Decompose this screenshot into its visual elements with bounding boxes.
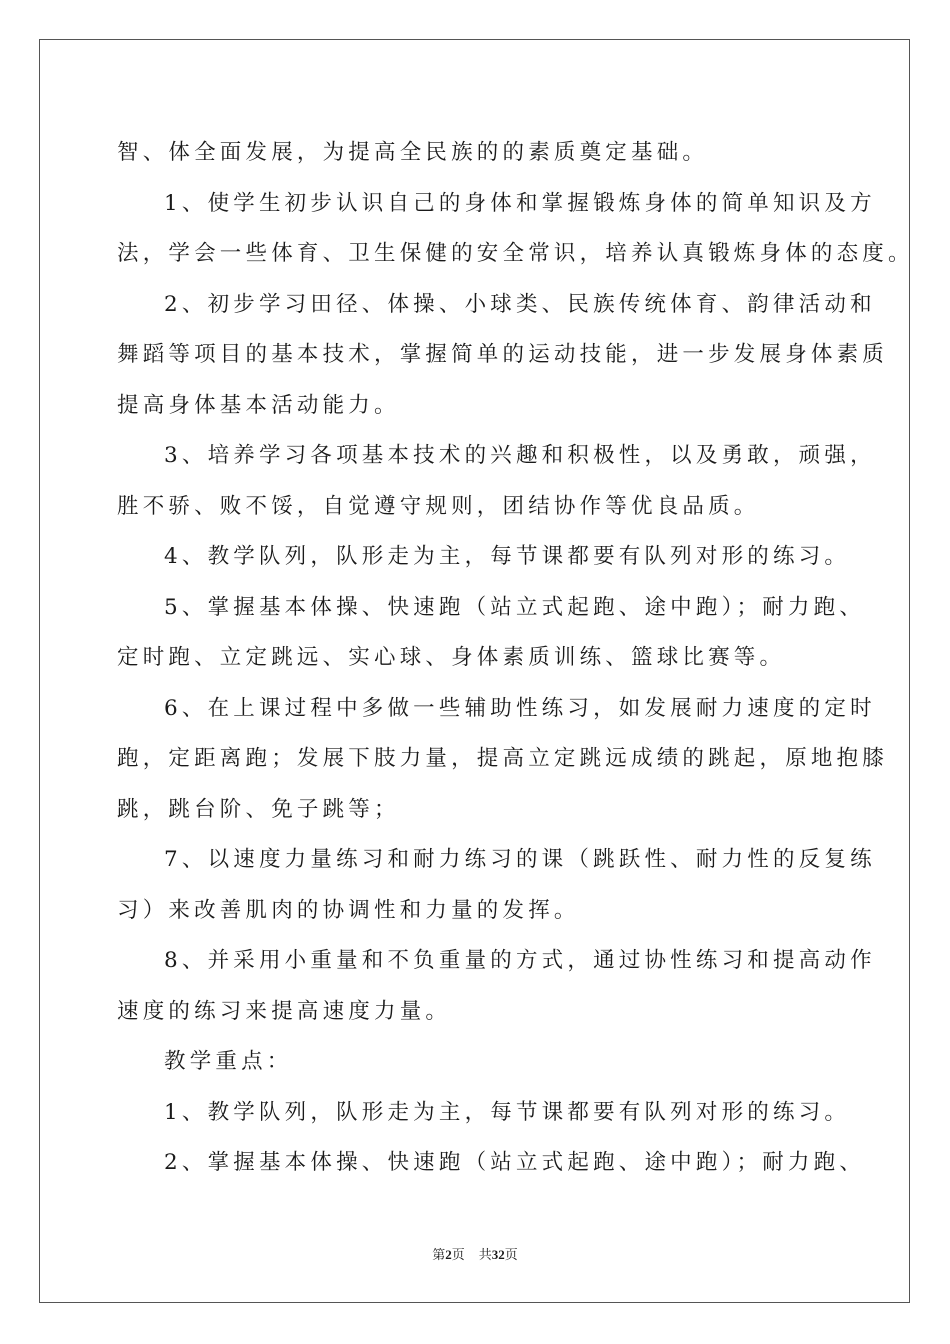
text-line-12: 6、在上课过程中多做一些辅助性练习，如发展耐力速度的定时 xyxy=(164,695,876,721)
text-line-5: 舞蹈等项目的基本技术，掌握简单的运动技能，进一步发展身体素质 xyxy=(117,342,889,367)
text-line-9: 4、教学队列，队形走为主，每节课都要有队列对形的练习。 xyxy=(164,544,851,569)
text-line-4: 2、初步学习田径、体操、小球类、民族传统体育、韵律活动和 xyxy=(164,291,876,317)
text-line-18: 速度的练习来提高速度力量。 xyxy=(117,998,452,1024)
page-suffix: 页 xyxy=(451,1248,465,1263)
text-line-20: 1、教学队列，队形走为主，每节课都要有队列对形的练习。 xyxy=(164,1099,851,1125)
text-line-11: 定时跑、立定跳远、实心球、身体素质训练、篮球比赛等。 xyxy=(117,645,786,670)
text-line-15: 7、以速度力量练习和耐力练习的课（跳跃性、耐力性的反复练 xyxy=(164,847,876,872)
page-number: 2 xyxy=(445,1247,452,1262)
text-line-10: 5、掌握基本体操、快速跑（站立式起跑、途中跑）；耐力跑、 xyxy=(164,594,866,620)
text-line-16: 习）来改善肌肉的协调性和力量的发挥。 xyxy=(117,897,580,923)
text-line-7: 3、培养学习各项基本技术的兴趣和积极性，以及勇敢，顽强， xyxy=(164,443,876,468)
text-line-3: 法，学会一些体育、卫生保健的安全常识，培养认真锻炼身体的态度。 xyxy=(117,241,914,266)
text-line-2: 1、使学生初步认识自己的身体和掌握锻炼身体的简单知识及方 xyxy=(164,190,876,216)
text-line-6: 提高身体基本活动能力。 xyxy=(117,392,400,418)
text-line-21: 2、掌握基本体操、快速跑（站立式起跑、途中跑）；耐力跑、 xyxy=(164,1150,866,1175)
page-footer xyxy=(0,1247,950,1264)
text-line-17: 8、并采用小重量和不负重量的方式，通过协性练习和提高动作 xyxy=(164,948,876,973)
text-line-8: 胜不骄、败不馁，自觉遵守规则，团结协作等优良品质。 xyxy=(117,493,760,519)
total-pages: 32 xyxy=(491,1247,505,1262)
text-line-14: 跳，跳台阶、免子跳等； xyxy=(117,796,400,822)
text-line-13: 跑，定距离跑；发展下肢力量，提高立定跳远成绩的跳起，原地抱膝 xyxy=(117,746,889,771)
total-suffix: 页 xyxy=(504,1248,518,1263)
total-prefix: 共 xyxy=(478,1248,492,1263)
page-prefix: 第 xyxy=(432,1248,446,1263)
document-body xyxy=(117,128,914,1189)
section-heading: 教学重点： xyxy=(164,1049,293,1074)
text-line-1: 智、体全面发展，为提高全民族的的素质奠定基础。 xyxy=(117,140,709,165)
